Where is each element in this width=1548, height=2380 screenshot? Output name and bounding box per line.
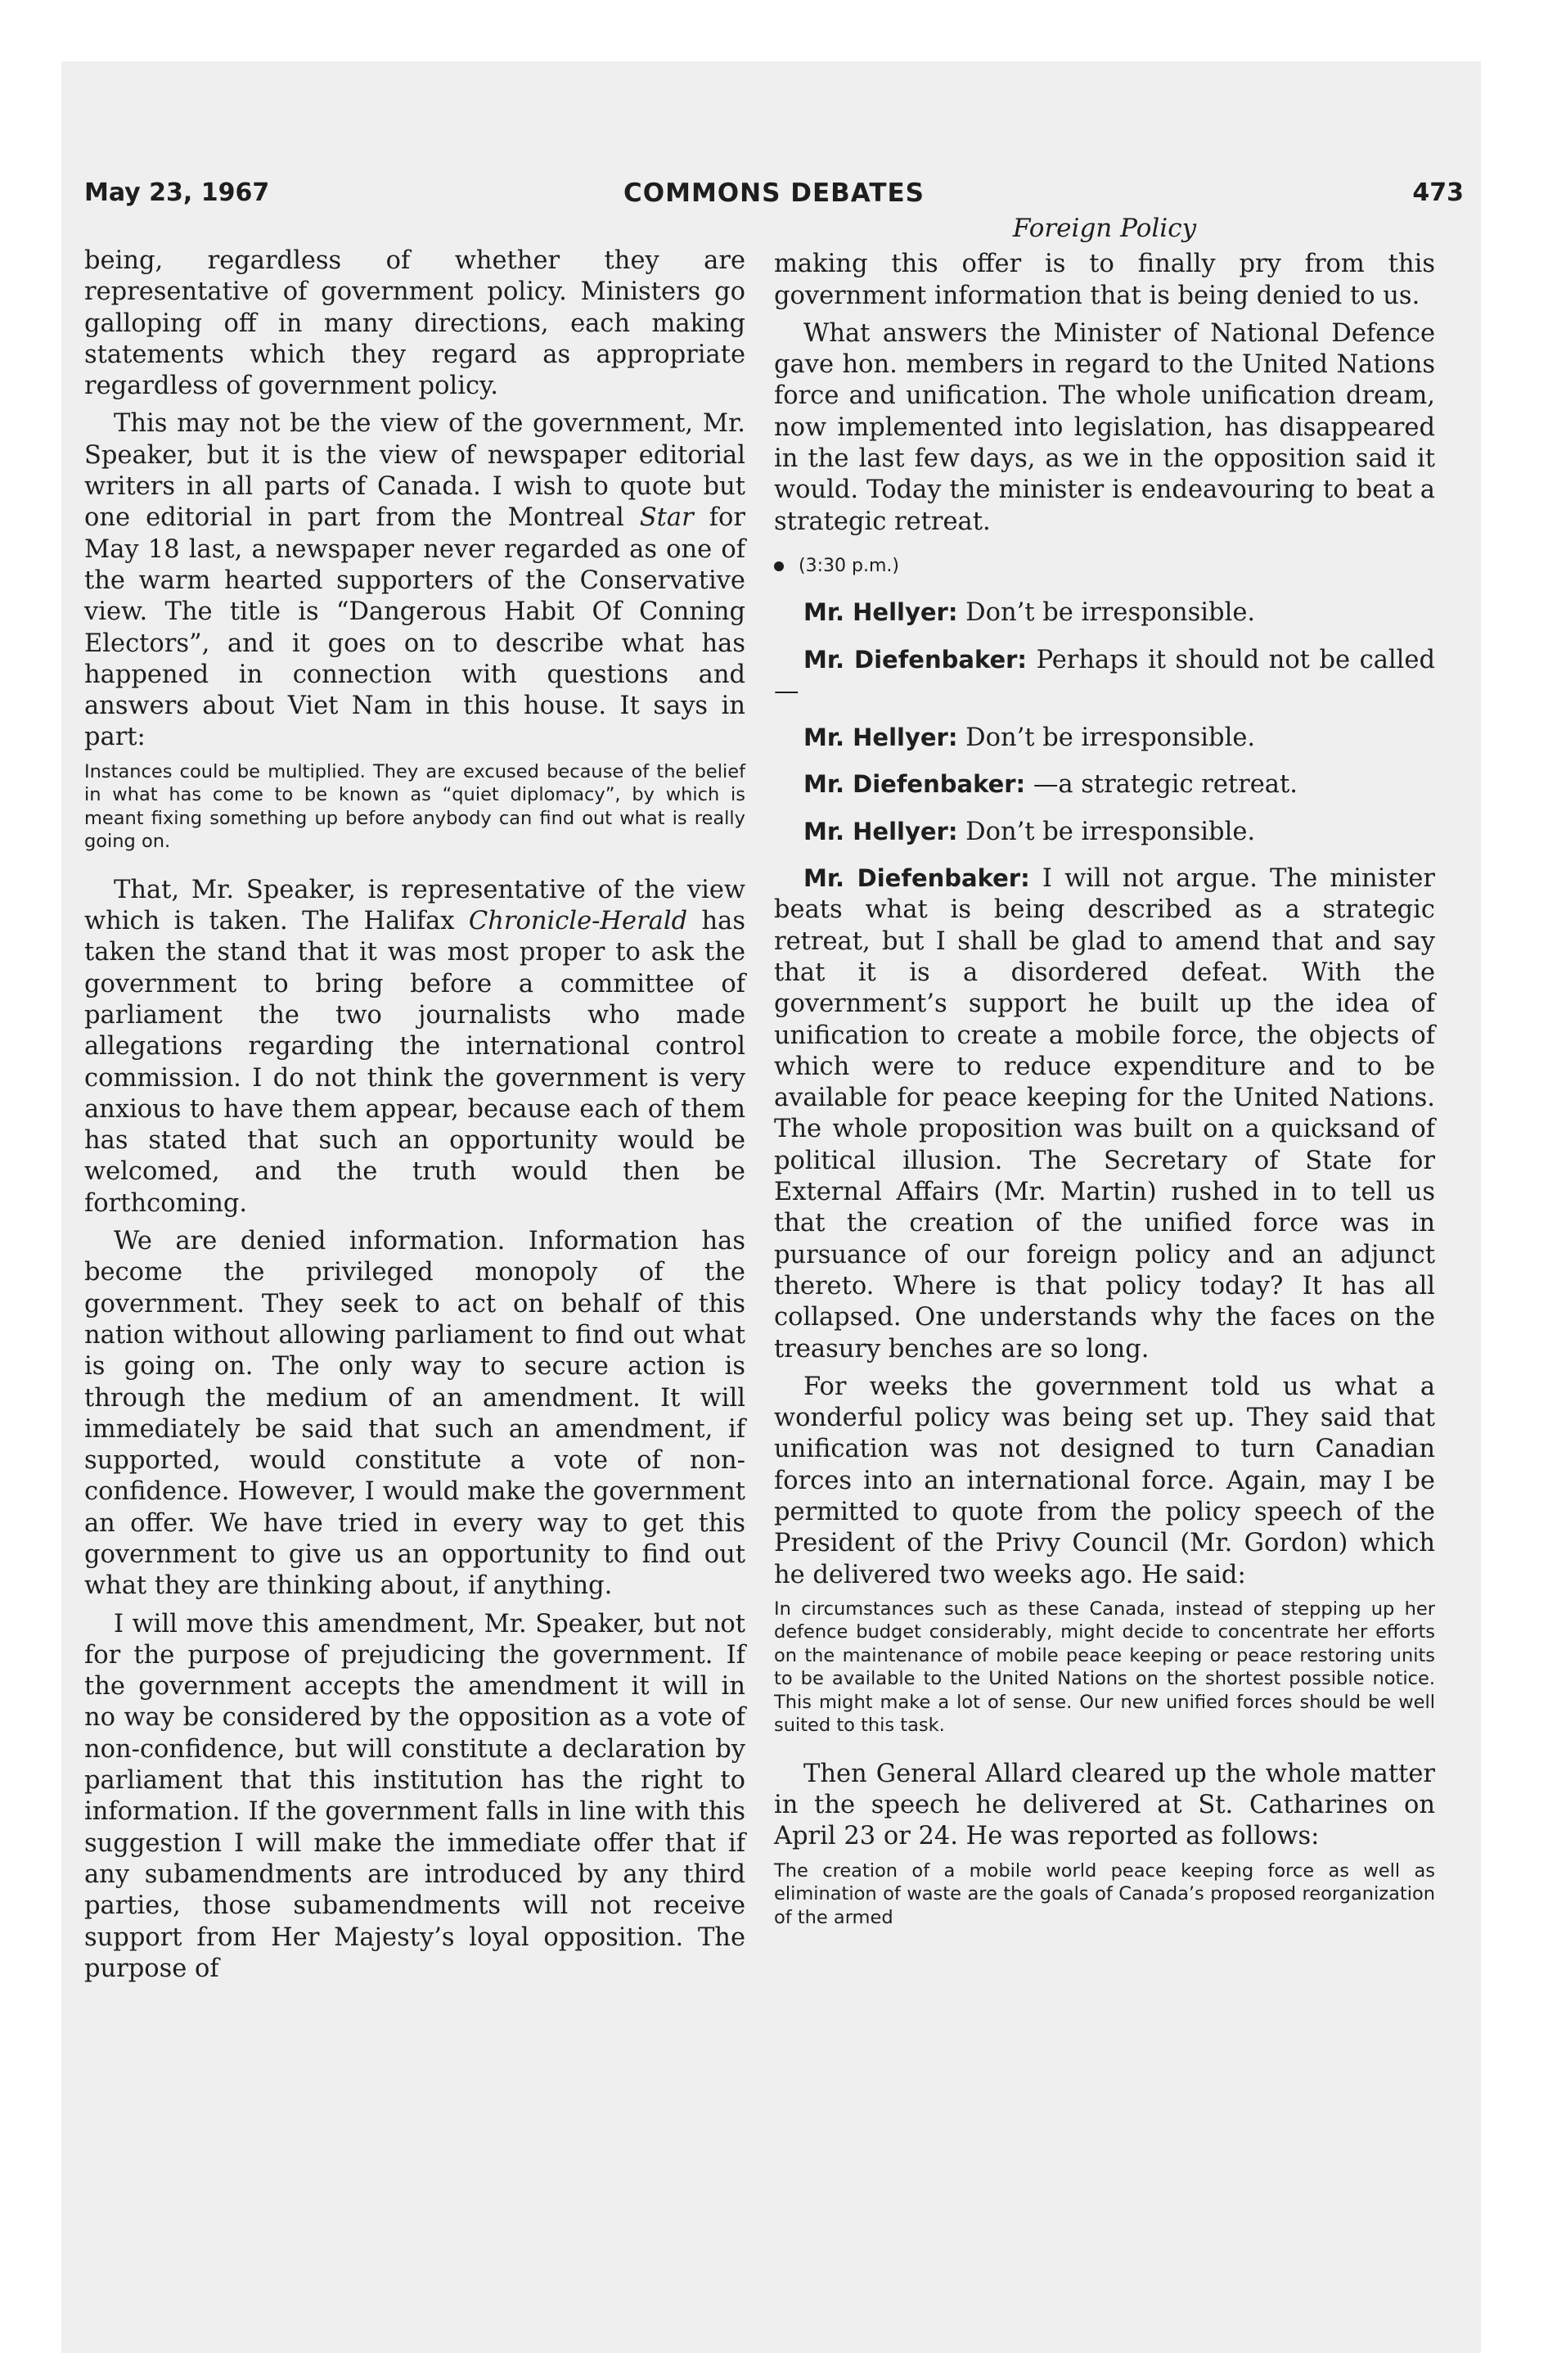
left-column (84, 246, 745, 1991)
speaker-name: Mr. Hellyer: (803, 723, 958, 752)
text-run: for May 18 last, a newspaper never regarded as one of the warm hearted supporters of the Conservative view. The title is “Dangerous Habit Of Conning Electors”, and it goes on to describe what has happened in connection with questions and answers about Viet Nam in this house. It says in part: (84, 503, 745, 752)
block-quote: Instances could be multiplied. They are excused because of the belief in what has come to be known as “quiet diplomacy”, by which is meant fixing something up before anybody can find out what is really going on. (84, 760, 745, 853)
paragraph: What answers the Minister of National Defence gave hon. members in regard to the United Nations force and unification. The whole unification dream, now implemented into legislation, has disappeared in the last few days, as we in the opposition said it would. Today the minister is endeavouring to beat a strategic retreat. (774, 318, 1435, 536)
dialogue-line (774, 722, 1435, 754)
speech: Don’t be irresponsible. (957, 598, 1256, 628)
text-run: This may not be the view of the government, Mr. Speaker, but it is the view of newspaper editorial writers in all parts of Canada. I wish to quote but one editorial in part from the Montreal (84, 409, 745, 533)
dialogue-line (774, 863, 1435, 1365)
speaker-name: Mr. Diefenbaker: (803, 645, 1028, 674)
section-title: Foreign Policy (1012, 214, 1197, 243)
paragraph: I will move this amendment, Mr. Speaker, but not for the purpose of prejudicing the government. If the government accepts the amendment it will in no way be considered by the opposition as a vote of non-confidence, but will constitute a declaration by parliament that this institution has the right to information. If the government falls in line with this suggestion I will make the immediate offer that if any subamendments are introduced by any third parties, those subamendments will not receive support from Her Majesty’s loyal opposition. The purpose of (84, 1609, 745, 1983)
timestamp (774, 551, 1435, 582)
right-column (774, 213, 1435, 1929)
dialogue-line (774, 597, 1435, 629)
text-run: That, Mr. Speaker, is representative of the view which is taken. The Halifax (84, 875, 745, 936)
speaker-name: Mr. Hellyer: (803, 598, 958, 627)
page-number: 473 (1412, 178, 1464, 207)
speaker-name: Mr. Diefenbaker: (803, 864, 1030, 893)
header-title: COMMONS DEBATES (623, 178, 925, 208)
timestamp-text: (3:30 p.m.) (799, 555, 899, 576)
paragraph: We are denied information. Information has become the privileged monopoly of the government. They seek to act on behalf of this nation without allowing parliament to find out what is going on. The only way to secure action is through the medium of an amendment. It will immediately be said that such an amendment, if supported, would constitute a vote of non-confidence. However, I would make the government an offer. We have tried in every way to get this government to give us an opportunity to find out what they are thinking about, if anything. (84, 1227, 745, 1601)
block-quote: In circumstances such as these Canada, instead of stepping up her defence budget considerably, might decide to concentrate her efforts on the maintenance of mobile peace keeping or peace restoring units to be available to the United Nations on the shortest possible notice. This might make a lot of sense. Our new unified forces should be well suited to this task. (774, 1598, 1435, 1737)
newspaper-name: Chronicle-Herald (468, 907, 688, 936)
speaker-name: Mr. Diefenbaker: (803, 770, 1026, 799)
speech: —a strategic retreat. (1025, 770, 1298, 800)
newspaper-name: Star (639, 503, 694, 533)
speech: Perhaps it should not be called— (774, 645, 1435, 705)
header-date: May 23, 1967 (84, 178, 270, 207)
paragraph (84, 875, 745, 1219)
page-header (84, 178, 1464, 211)
speech: I will not argue. The minister beats what is being described as a strategic retreat, but I shall be glad to amend that and say that it is a disordered defeat. With the government’s support he built up the idea of unification to create a mobile force, the objects of which were to reduce expenditure and to be available for peace keeping for the United Nations. The whole proposition was built on a quicksand of political illusion. The Secretary of State for External Affairs (Mr. Martin) rushed in to tell us that the creation of the unified force was in pursuance of our foreign policy and an adjunct thereto. Where is that policy today? It has all collapsed. One understands why the faces on the treasury benches are so long. (774, 864, 1435, 1364)
paragraph (84, 408, 745, 753)
dialogue-line (774, 644, 1435, 708)
text-run: has taken the stand that it was most proper to ask the government to bring before a committee of parliament the two journalists who made allegations regarding the international control commission. I do not think the government is very anxious to have them appear, because each of them has stated that such an opportunity would be welcomed, and the truth would then be forthcoming. (84, 907, 745, 1218)
speech: Don’t be irresponsible. (957, 817, 1256, 846)
paragraph: Then General Allard cleared up the whole matter in the speech he delivered at St. Catharines on April 23 or 24. He was reported as follows: (774, 1759, 1435, 1851)
block-quote: The creation of a mobile world peace keeping force as well as elimination of waste are the goals of Canada’s proposed reorganization of the armed (774, 1859, 1435, 1928)
dialogue-line (774, 816, 1435, 848)
bullet-icon (774, 561, 784, 571)
paragraph: For weeks the government told us what a wonderful policy was being set up. They said that unification was not designed to turn Canadian forces into an international force. Again, may I be permitted to quote from the policy speech of the President of the Privy Council (Mr. Gordon) which he delivered two weeks ago. He said: (774, 1372, 1435, 1589)
speech: Don’t be irresponsible. (957, 723, 1256, 753)
dialogue-line (774, 769, 1435, 800)
paragraph: being, regardless of whether they are representative of government policy. Ministers go galloping off in many directions, each making statements which they regard as appropriate regardless of government policy. (84, 246, 745, 401)
dialogue (774, 597, 1435, 1365)
paragraph: making this offer is to finally pry from this government information that is being denied to us. (774, 250, 1435, 310)
speaker-name: Mr. Hellyer: (803, 817, 958, 845)
